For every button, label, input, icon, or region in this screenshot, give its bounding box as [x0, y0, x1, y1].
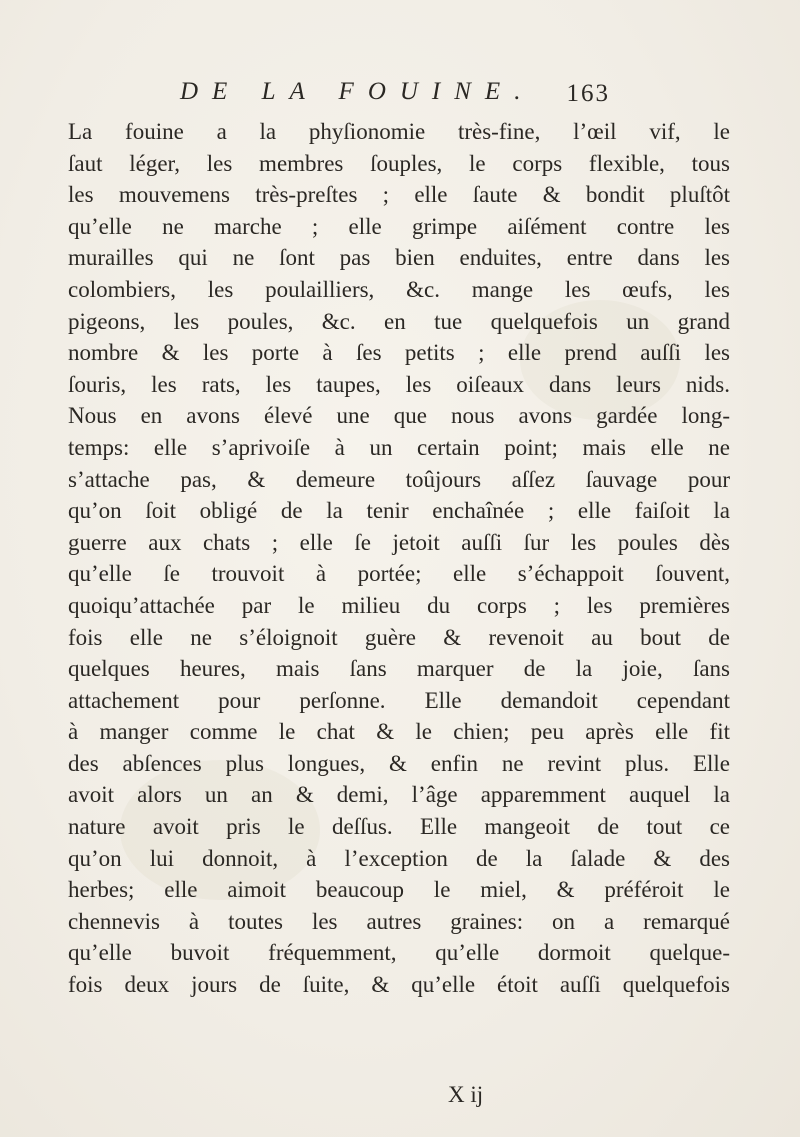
text-line: quoiqu’attachée par le milieu du corps ; les premières: [68, 592, 730, 618]
text-line: qu’elle buvoit fréquemment, qu’elle dormoit quelque-: [68, 940, 730, 966]
text-line: avoit alors un an & demi, l’âge apparemment auquel la: [68, 782, 730, 808]
text-line: ſouris, les rats, les taupes, les oiſeaux dans leurs nids.: [68, 371, 730, 397]
text-line: s’attache pas, & demeure toûjours aſſez ſauvage pour: [68, 466, 730, 492]
text-line: à manger comme le chat & le chien; peu après elle fit: [68, 719, 730, 745]
text-line: murailles qui ne ſont pas bien enduites, entre dans les: [68, 245, 730, 271]
signature-mark: X ij: [448, 1082, 484, 1107]
text-line: qu’on lui donnoit, à l’exception de la ſalade & des: [68, 845, 730, 871]
text-line: temps: elle s’aprivoiſe à un certain point; mais elle ne: [68, 434, 730, 460]
text-line: nombre & les porte à ſes petits ; elle prend auſſi les: [68, 340, 730, 366]
body-text: [68, 116, 730, 1001]
text-line: fois elle ne s’éloignoit guère & revenoit au bout de: [68, 624, 730, 650]
text-line: des abſences plus longues, & enfin ne revint plus. Elle: [68, 750, 730, 776]
text-line: chennevis à toutes les autres graines: on a remarqué: [68, 908, 730, 934]
text-line: nature avoit pris le deſſus. Elle mangeoit de tout ce: [68, 814, 730, 840]
text-line: Nous en avons élevé une que nous avons gardée long-: [68, 403, 730, 429]
text-line: les mouvemens très-preſtes ; elle ſaute & bondit pluſtôt: [68, 182, 730, 208]
running-head: [180, 78, 610, 114]
text-line: quelques heures, mais ſans marquer de la joie, ſans: [68, 656, 730, 682]
text-line: fois deux jours de ſuite, & qu’elle étoit auſſi quelquefois: [68, 972, 730, 998]
page-number: 163: [566, 80, 610, 107]
text-line: attachement pour perſonne. Elle demandoit cependant: [68, 687, 730, 713]
running-title: DE LA FOUINE.: [180, 78, 535, 105]
text-line: ſaut léger, les membres ſouples, le corps flexible, tous: [68, 150, 730, 176]
text-line: La fouine a la phyſionomie très-fine, l’œil vif, le: [68, 119, 730, 144]
text-line: qu’elle ne marche ; elle grimpe aiſément contre les: [68, 213, 730, 239]
text-line: qu’on ſoit obligé de la tenir enchaînée ; elle faiſoit la: [68, 498, 730, 524]
text-line: pigeons, les poules, &c. en tue quelquefois un grand: [68, 308, 730, 334]
text-line: herbes; elle aimoit beaucoup le miel, & préféroit le: [68, 877, 730, 903]
text-line: guerre aux chats ; elle ſe jetoit auſſi ſur les poules dès: [68, 529, 730, 555]
text-line: qu’elle ſe trouvoit à portée; elle s’échappoit ſouvent,: [68, 561, 730, 587]
text-line: colombiers, les poulailliers, &c. mange les œufs, les: [68, 276, 730, 302]
